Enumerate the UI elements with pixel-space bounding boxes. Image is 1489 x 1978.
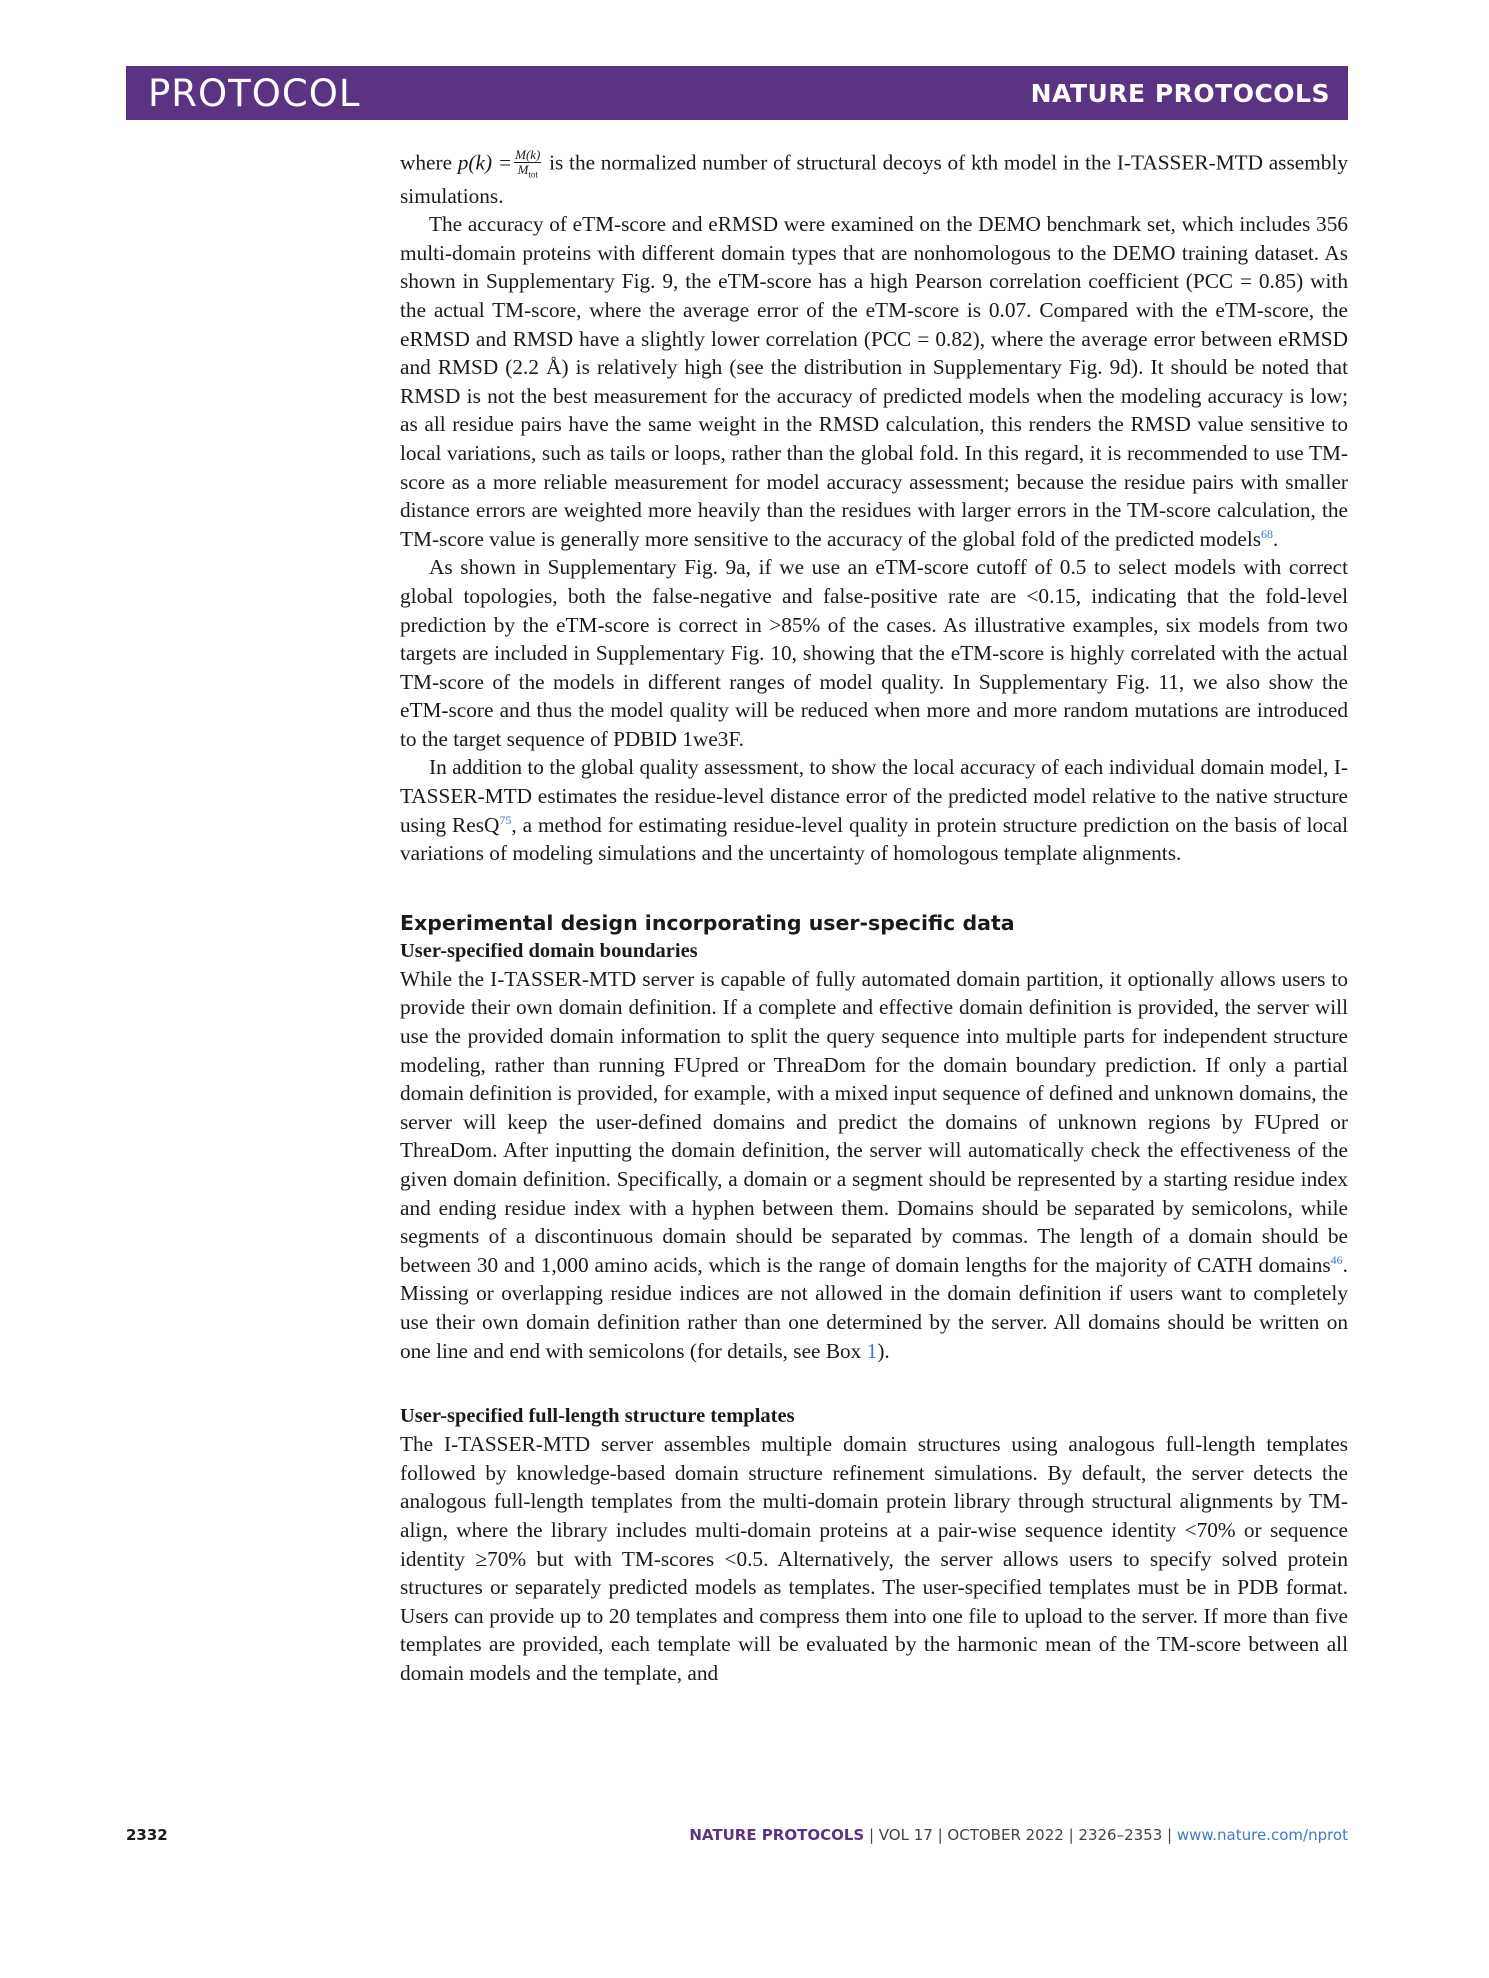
paragraph-accuracy <box>400 210 1348 553</box>
formula-post: is the normalized number of structural decoys of kth model in the I-TASSER-MTD assembly simulations. <box>400 150 1348 208</box>
paragraph-domain-boundaries <box>400 965 1348 1365</box>
header-bar <box>126 66 1348 120</box>
citation-link[interactable]: 68 <box>1261 526 1274 541</box>
formula-lhs: p(k) = <box>457 150 513 175</box>
paragraph-accuracy-text: The accuracy of eTM-score and eRMSD were examined on the DEMO benchmark set, which includes 356 multi-domain proteins with different domain types that are nonhomologous to the DEMO training dataset. As shown in Supplementary Fig. 9, the eTM-score has a high Pearson correlation coefficient (PCC = 0.85) with the actual TM-score, where the average error of the eTM-score is 0.07. Compared with the eTM-score, the eRMSD and RMSD have a slightly lower correlation (PCC = 0.82), where the average error between eRMSD and RMSD (2.2 Å) is relatively high (see the distribution in Supplementary Fig. 9d). It should be noted that RMSD is not the best measurement for the accuracy of predicted models when the modeling accuracy is low; as all residue pairs have the same weight in the RMSD calculation, this renders the RMSD value sensitive to local variations, such as tails or loops, rather than the global fold. In this regard, it is recommended to use TM-score as a more reliable measurement for model accuracy assessment; because the residue pairs with smaller distance errors are weighted more heavily than the residues with larger errors in the TM-score calculation, the TM-score value is generally more sensitive to the accuracy of the global fold of the predicted models <box>400 212 1348 551</box>
footer-citation <box>689 1826 1348 1844</box>
paragraph-accuracy-end: . <box>1273 526 1279 551</box>
denominator-subscript: tot <box>528 169 538 180</box>
fraction-denominator <box>514 163 541 182</box>
paragraph-local-text-a: In addition to the global quality assessment, to show the local accuracy of each individual domain model, I-TASSER-MTD estimates the residue-level distance error of the predicted model relative to the native structure using ResQ <box>400 755 1348 837</box>
section-heading: Experimental design incorporating user-specific data <box>400 910 1015 935</box>
citation-link[interactable]: 75 <box>499 812 512 827</box>
formula-paragraph <box>400 148 1348 210</box>
paragraph-local-text-b: , a method for estimating residue-level quality in protein structure prediction on the basis of local variations of modeling simulations and the uncertainty of homologous template alignments. <box>400 812 1348 866</box>
citation-link[interactable]: 46 <box>1330 1252 1343 1267</box>
denominator-symbol: M <box>517 162 529 177</box>
footer-journal: NATURE PROTOCOLS <box>689 1826 865 1844</box>
footer-separator: | <box>932 1826 948 1844</box>
journal-name: NATURE PROTOCOLS <box>1030 78 1330 108</box>
domain-text-a: While the I-TASSER-MTD server is capable of fully automated domain partition, it optionally allows users to provide their own domain definition. If a complete and effective domain definition is provided, the server will use the provided domain information to split the query sequence into multiple parts for independent structure modeling, rather than running FUpred or ThreaDom for the domain boundary prediction. If only a partial domain definition is provided, for example, with a mixed input sequence of defined and unknown domains, the server will keep the user-defined domains and predict the domains of unknown regions by FUpred or ThreaDom. After inputting the domain definition, the server will automatically check the effectiveness of the given domain definition. Specifically, a domain or a segment should be represented by a starting residue index and ending residue index with a hyphen between them. Domains should be separated by semicolons, while segments of a discontinuous domain should be separated by commas. The length of a domain should be between 30 and 1,000 amino acids, which is the range of domain lengths for the majority of CATH domains <box>400 966 1348 1277</box>
box-link[interactable]: 1 <box>866 1338 878 1363</box>
formula-fraction <box>514 148 541 182</box>
formula-pre: where <box>400 150 458 175</box>
spacer <box>400 868 1348 909</box>
page-number: 2332 <box>126 1826 168 1844</box>
subheading-domain-boundaries: User-specified domain boundaries <box>400 939 698 962</box>
domain-text-c: ). <box>877 1338 890 1363</box>
fraction-numerator: M(k) <box>515 147 541 162</box>
domain-text-b: . Missing or overlapping residue indices are not allowed in the domain definition if users want to completely use their own domain definition rather than one determined by the server. All domains should be written on one line and end with semicolons (for details, see Box <box>400 1252 1348 1363</box>
page-footer <box>126 1826 1348 1850</box>
subheading-templates: User-specified full-length structure templates <box>400 1405 795 1428</box>
footer-date: OCTOBER 2022 <box>947 1826 1064 1844</box>
footer-url-link[interactable]: www.nature.com/nprot <box>1176 1826 1348 1844</box>
footer-separator: | <box>1162 1826 1177 1844</box>
footer-volume: VOL 17 <box>878 1826 933 1844</box>
paragraph-local-accuracy <box>400 753 1348 867</box>
article-body <box>400 148 1348 1688</box>
footer-separator: | <box>864 1826 879 1844</box>
footer-separator: | <box>1063 1826 1079 1844</box>
paragraph-templates: The I-TASSER-MTD server assembles multiple domain structures using analogous full-length templates followed by knowledge-based domain structure refinement simulations. By default, the server detects the analogous full-length templates from the multi-domain protein library through structural alignments by TM-align, where the library includes multi-domain proteins at a pair-wise sequence identity <70% or sequence identity ≥70% but with TM-scores <0.5. Alternatively, the server allows users to specify solved protein structures or separately predicted models as templates. The user-specified templates must be in PDB format. Users can provide up to 20 templates and compress them into one file to upload to the server. If more than five templates are provided, each template will be evaluated by the harmonic mean of the TM-score between all domain models and the template, and <box>400 1432 1348 1685</box>
article-type-label: PROTOCOL <box>148 71 361 115</box>
spacer <box>400 1365 1348 1402</box>
paragraph-cutoff: As shown in Supplementary Fig. 9a, if we use an eTM-score cutoff of 0.5 to select models with correct global topologies, both the false-negative and false-positive rate are <0.15, indicating that the fold-level prediction by the eTM-score is correct in >85% of the cases. As illustrative examples, six models from two targets are included in Supplementary Fig. 10, showing that the eTM-score is highly correlated with the actual TM-score of the models in different ranges of model quality. In Supplementary Fig. 11, we also show the eTM-score and thus the model quality will be reduced when more and more random mutations are introduced to the target sequence of PDBID 1we3F. <box>400 555 1348 751</box>
footer-pages: 2326–2353 <box>1078 1826 1163 1844</box>
